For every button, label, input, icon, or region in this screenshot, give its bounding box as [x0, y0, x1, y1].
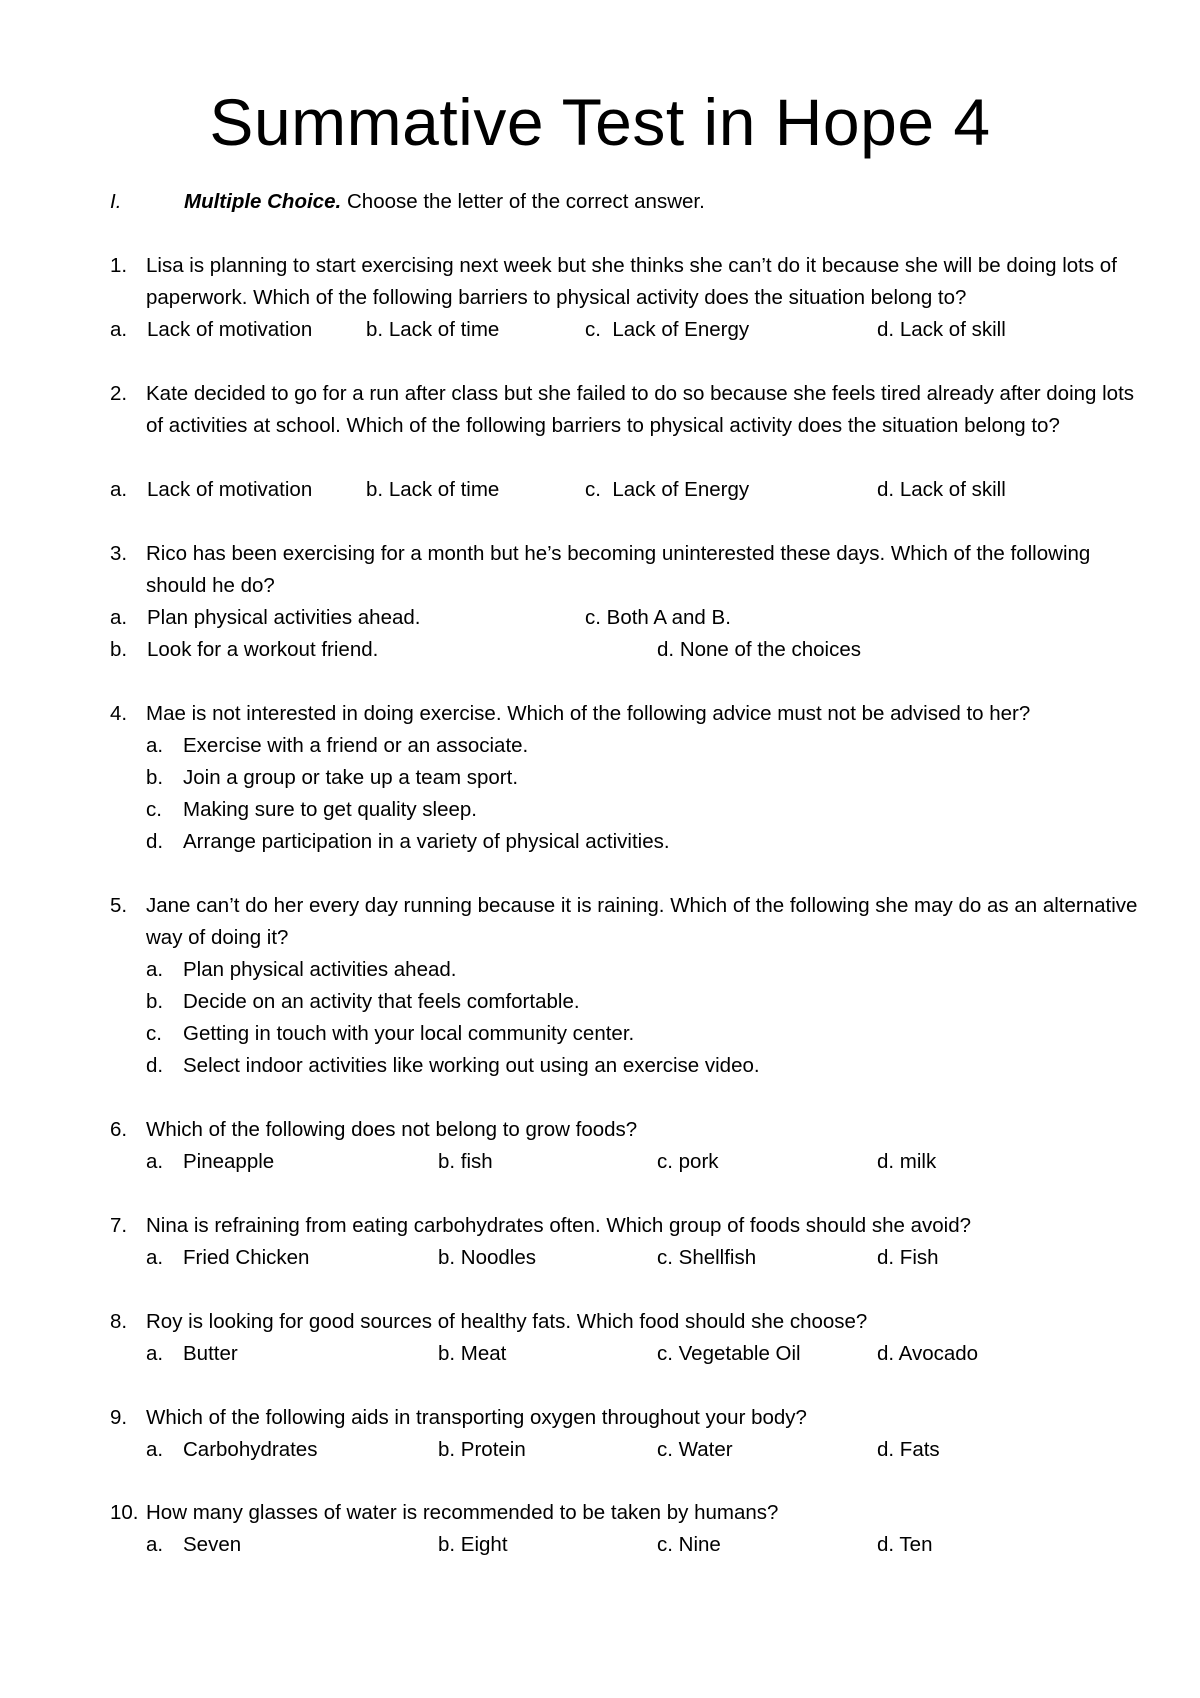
option-letter: c.: [585, 478, 601, 501]
option-letter: c.: [585, 606, 601, 629]
option-b: b. fish: [438, 1150, 493, 1173]
option-b: b. Eight: [438, 1533, 508, 1556]
option-letter: b.: [366, 478, 384, 501]
section-header: [110, 186, 1130, 218]
question-text: Jane can’t do her every day running because it is raining. Which of the following she may do as an alternative way of doing it?: [146, 894, 1138, 949]
option-d: d. Ten: [877, 1533, 933, 1556]
option-text: Lack of Energy: [612, 478, 750, 501]
question-text: Lisa is planning to start exercising next week but she thinks she can’t do it because she will be doing lots of paperwork. Which of the following barriers to physical activity does the situation belong to?: [146, 254, 1117, 309]
option-d: d. Avocado: [877, 1342, 979, 1365]
option-a: [146, 1242, 309, 1274]
option-letter: b.: [366, 318, 384, 341]
option-text: Fried Chicken: [183, 1246, 310, 1269]
option-d: [877, 474, 1006, 506]
option-letter: c.: [585, 318, 601, 341]
option-text: Carbohydrates: [183, 1438, 318, 1461]
option-b: [110, 634, 378, 666]
question-number: 7.: [110, 1214, 128, 1237]
option-d: d. milk: [877, 1150, 937, 1173]
option-a: [146, 1434, 317, 1466]
option-letter: d.: [657, 638, 675, 661]
option-b: b. Noodles: [438, 1246, 537, 1269]
option-letter: a.: [146, 1438, 164, 1461]
question-5: [110, 890, 1140, 1082]
option-c: c. Shellfish: [657, 1246, 757, 1269]
option-a: [146, 1338, 238, 1370]
option-a: [146, 1529, 241, 1561]
question-number: 5.: [110, 894, 128, 917]
option-text: Lack of time: [388, 478, 500, 501]
question-text: Kate decided to go for a run after class but she failed to do so because she feels tired already after doing lots of activities at school. Which of the following barriers to physical activity does the situation belong to?: [146, 382, 1135, 437]
question-number: 2.: [110, 382, 128, 405]
option-letter: b.: [146, 766, 164, 789]
option-d: d. Fats: [877, 1438, 940, 1461]
question-number: 1.: [110, 254, 128, 277]
option-text: Arrange participation in a variety of physical activities.: [183, 830, 670, 853]
question-text: Rico has been exercising for a month but he’s becoming uninterested these days. Which of the following should he do?: [146, 542, 1091, 597]
option-c: [585, 602, 731, 634]
question-3: [110, 538, 1140, 666]
option-d: [657, 634, 861, 666]
option-text: Both A and B.: [606, 606, 731, 629]
question-text: Which of the following aids in transporting oxygen throughout your body?: [146, 1406, 807, 1429]
option-a: [146, 730, 528, 762]
question-10: [110, 1497, 1140, 1561]
question-8: [110, 1306, 1140, 1370]
option-letter: a.: [110, 478, 128, 501]
option-text: Lack of time: [388, 318, 500, 341]
option-c: c. Water: [657, 1438, 733, 1461]
option-text: Lack of motivation: [147, 318, 313, 341]
option-c: [585, 474, 749, 506]
option-c: [585, 314, 749, 346]
option-letter: c.: [146, 1022, 162, 1045]
question-number: 6.: [110, 1118, 128, 1141]
option-b: b. Protein: [438, 1438, 526, 1461]
option-text: Join a group or take up a team sport.: [183, 766, 519, 789]
option-letter: a.: [146, 1533, 164, 1556]
question-number: 10.: [110, 1501, 139, 1524]
question-7: [110, 1210, 1140, 1274]
option-d: [146, 1050, 760, 1082]
question-2: [110, 378, 1140, 506]
question-text: Which of the following does not belong to grow foods?: [146, 1118, 638, 1141]
question-9: [110, 1402, 1140, 1466]
option-d: [146, 826, 670, 858]
option-letter: b.: [110, 638, 128, 661]
question-number: 4.: [110, 702, 128, 725]
option-b: b. Meat: [438, 1342, 507, 1365]
question-text: Roy is looking for good sources of healthy fats. Which food should she choose?: [146, 1310, 868, 1333]
option-text: Plan physical activities ahead.: [183, 958, 457, 981]
option-a: [146, 1146, 274, 1178]
section-title: Multiple Choice.: [184, 190, 342, 213]
option-letter: a.: [146, 1246, 164, 1269]
option-text: Decide on an activity that feels comfortable.: [183, 990, 580, 1013]
option-c: [146, 1018, 634, 1050]
option-text: Plan physical activities ahead.: [147, 606, 421, 629]
question-text: Nina is refraining from eating carbohydrates often. Which group of foods should she avoid?: [146, 1214, 972, 1237]
option-text: Exercise with a friend or an associate.: [183, 734, 529, 757]
option-letter: d.: [877, 478, 895, 501]
option-text: Making sure to get quality sleep.: [183, 798, 477, 821]
option-c: c. Vegetable Oil: [657, 1342, 801, 1365]
question-6: [110, 1114, 1140, 1178]
option-letter: b.: [146, 990, 164, 1013]
section-instruction: Choose the letter of the correct answer.: [347, 190, 705, 213]
option-c: c. pork: [657, 1150, 719, 1173]
option-d: [877, 314, 1006, 346]
option-b: [366, 474, 499, 506]
option-text: Lack of skill: [899, 318, 1006, 341]
option-letter: c.: [146, 798, 162, 821]
option-c: c. Nine: [657, 1533, 721, 1556]
option-letter: d.: [146, 1054, 164, 1077]
option-letter: d.: [146, 830, 164, 853]
option-d: d. Fish: [877, 1246, 939, 1269]
option-letter: a.: [110, 318, 128, 341]
option-text: Seven: [183, 1533, 242, 1556]
option-b: [366, 314, 499, 346]
option-b: [146, 986, 580, 1018]
option-letter: a.: [146, 1150, 164, 1173]
option-text: None of the choices: [679, 638, 862, 661]
question-1: [110, 250, 1140, 346]
option-text: Lack of Energy: [612, 318, 750, 341]
page-title: Summative Test in Hope 4: [209, 85, 991, 159]
question-number: 9.: [110, 1406, 128, 1429]
option-text: Lack of motivation: [147, 478, 313, 501]
option-text: Lack of skill: [899, 478, 1006, 501]
option-a: [110, 474, 312, 506]
option-text: Butter: [183, 1342, 238, 1365]
question-number: 8.: [110, 1310, 128, 1333]
option-letter: d.: [877, 318, 895, 341]
option-letter: a.: [146, 1342, 164, 1365]
question-number: 3.: [110, 542, 128, 565]
option-text: Look for a workout friend.: [147, 638, 379, 661]
option-b: [146, 762, 518, 794]
section-number: I.: [110, 190, 122, 213]
option-a: [110, 602, 421, 634]
option-c: [146, 794, 477, 826]
option-a: [110, 314, 312, 346]
question-text: How many glasses of water is recommended to be taken by humans?: [146, 1501, 779, 1524]
option-letter: a.: [110, 606, 128, 629]
option-letter: a.: [146, 958, 164, 981]
option-text: Select indoor activities like working out using an exercise video.: [183, 1054, 760, 1077]
question-text: Mae is not interested in doing exercise. Which of the following advice must not be advised to her?: [146, 702, 1031, 725]
option-text: Pineapple: [183, 1150, 275, 1173]
option-text: Getting in touch with your local community center.: [183, 1022, 635, 1045]
option-a: [146, 954, 457, 986]
option-letter: a.: [146, 734, 164, 757]
question-4: [110, 698, 1140, 858]
